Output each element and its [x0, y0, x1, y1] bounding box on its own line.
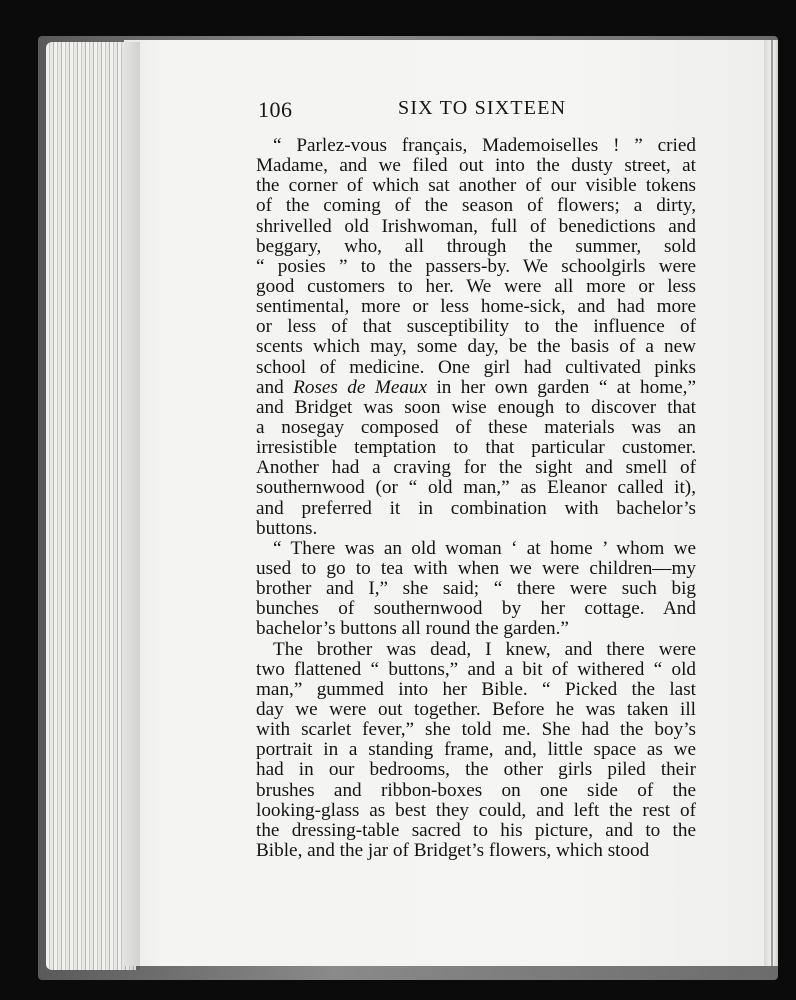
text-line: school of medicine. One girl had cultivated pinks [256, 356, 696, 378]
text-line: of the coming of the season of flowers; a dirty, [256, 195, 696, 217]
text-line: good customers to her. We were all more or less [256, 275, 696, 297]
text-line: scents which may, some day, be the basis of a new [256, 336, 696, 358]
text-line: looking-glass as best they could, and left the rest of [256, 799, 696, 821]
text-line: man,” gummed into her Bible. “ Picked the last [256, 678, 696, 700]
text-line: “ Parlez-vous français, Mademoiselles ! ” cried [273, 135, 696, 156]
text-line: the corner of which sat another of our visible tokens [256, 175, 696, 197]
text-line: The brother was dead, I knew, and there were [273, 638, 696, 660]
text-line: irresistible temptation to that particular customer. [256, 437, 696, 459]
text-line: bachelor’s buttons all round the garden.” [256, 618, 569, 640]
text-line: the dressing-table sacred to his picture, and to the [256, 819, 696, 841]
text-line: and Bridget was soon wise enough to discover that [256, 396, 696, 418]
text-line: “ posies ” to the passers-by. We schoolgirls were [256, 255, 696, 277]
page-header [258, 97, 695, 127]
text-line: bunches of southernwood by her cottage. And [256, 598, 696, 620]
text-line: portrait in a standing frame, and, little space as we [256, 739, 696, 761]
text-line: and Roses de Meaux in her own garden “ at home,” [256, 376, 696, 398]
text-line: buttons. [256, 517, 318, 539]
text-line: used to go to tea with when we were children—my [256, 557, 696, 579]
gutter-shadow [120, 42, 140, 970]
running-title: SIX TO SIXTEEN [398, 97, 567, 119]
text-line: and preferred it in combination with bachelor’s [256, 497, 696, 519]
text-line: “ There was an old woman ‘ at home ’ whom we [273, 537, 696, 559]
text-line: a nosegay composed of these materials was an [256, 416, 696, 438]
facing-page-divider [771, 40, 773, 966]
text-line: brushes and ribbon-boxes on one side of the [256, 779, 696, 801]
text-line: two flattened “ buttons,” and a bit of withered “ old [256, 658, 696, 680]
text-line: had in our bedrooms, the other girls piled their [256, 759, 696, 781]
text-line: Madame, and we filed out into the dusty street, at [256, 155, 696, 177]
text-line: day we were out together. Before he was taken ill [256, 698, 696, 720]
text-line: Another had a craving for the sight and smell of [256, 457, 696, 479]
text-line: Bible, and the jar of Bridget’s flowers, which stood [256, 839, 650, 861]
text-line: with scarlet fever,” she told me. She had the boy’s [256, 719, 696, 741]
text-line: shrivelled old Irishwoman, full of benedictions and [256, 215, 696, 237]
italic-phrase: Roses de Meaux [293, 376, 428, 398]
text-line: southernwood (or “ old man,” as Eleanor called it), [256, 477, 696, 499]
page-number: 106 [258, 97, 293, 122]
text-line: beggary, who, all through the summer, sold [256, 235, 696, 257]
body-text [256, 136, 696, 861]
text-line: sentimental, more or less home-sick, and had more [256, 296, 696, 318]
text-line: or less of that susceptibility to the influence of [256, 316, 696, 338]
text-line: brother and I,” she said; “ there were such big [256, 578, 696, 600]
